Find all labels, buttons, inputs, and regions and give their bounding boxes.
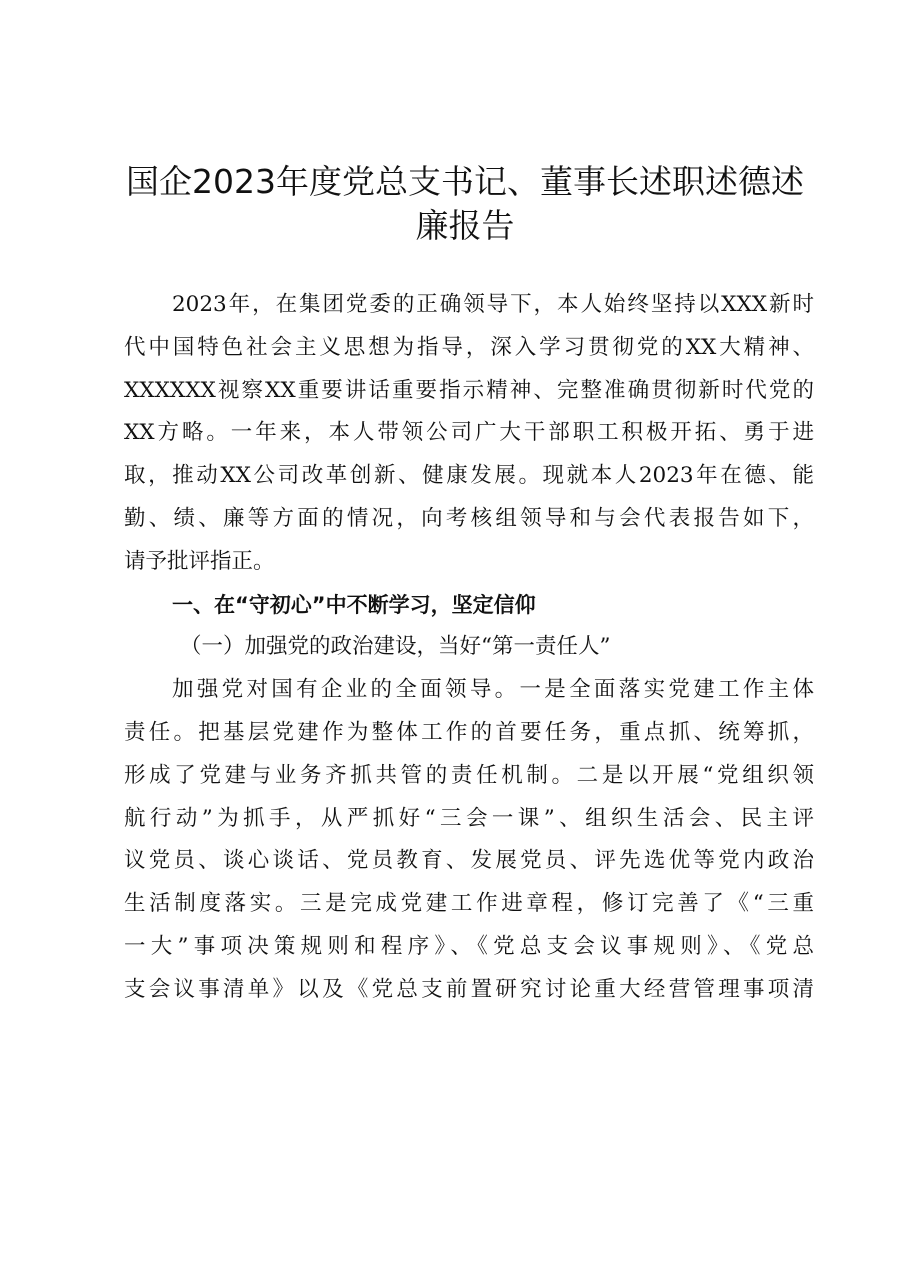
document-title — [120, 160, 810, 248]
paragraph-line: 代中国特色社会主义思想为指导，深入学习贯彻党的XX大精神、 — [124, 334, 814, 360]
section-heading: 一、在“守初心”中不断学习，坚定信仰 — [172, 592, 536, 617]
paragraph-line: 加强党对国有企业的全面领导。一是全面落实党建工作主体 — [172, 677, 814, 703]
title-line-1: 国企2023年度党总支书记、董事长述职述德述 — [126, 162, 804, 201]
paragraph-line: 支会议事清单》以及《党总支前置研究讨论重大经营管理事项清 — [124, 976, 814, 1002]
paragraph-line: 形成了党建与业务齐抓共管的责任机制。二是以开展“党组织领 — [124, 762, 814, 788]
paragraph-line: 一大”事项决策规则和程序》、《党总支会议事规则》、《党总 — [124, 933, 814, 959]
paragraph-line: 航行动”为抓手，从严抓好“三会一课”、组织生活会、民主评 — [124, 805, 814, 831]
paragraph-line: XX方略。一年来，本人带领公司广大干部职工积极开拓、勇于进 — [124, 420, 814, 446]
paragraph-line: 取，推动XX公司改革创新、健康发展。现就本人2023年在德、能 — [124, 463, 814, 489]
paragraph-line: 议党员、谈心谈话、党员教育、发展党员、评先选优等党内政治 — [124, 848, 814, 874]
paragraph-line: 勤、绩、廉等方面的情况，向考核组领导和与会代表报告如下， — [124, 505, 814, 531]
paragraph-line: 责任。把基层党建作为整体工作的首要任务，重点抓、统筹抓， — [124, 719, 814, 745]
paragraph-line: XXXXXX视察XX重要讲话重要指示精神、完整准确贯彻新时代党的 — [124, 377, 814, 403]
paragraph-line: 生活制度落实。三是完成党建工作进章程，修订完善了《“三重 — [124, 891, 814, 917]
document-body — [124, 284, 814, 1012]
paragraph-line: 2023年，在集团党委的正确领导下，本人始终坚持以XXX新时 — [172, 292, 814, 317]
subsection-heading: （一）加强党的政治建设，当好“第一责任人” — [180, 634, 611, 660]
paragraph-line: 请予批评指正。 — [124, 548, 275, 574]
title-line-2: 廉报告 — [415, 206, 515, 245]
